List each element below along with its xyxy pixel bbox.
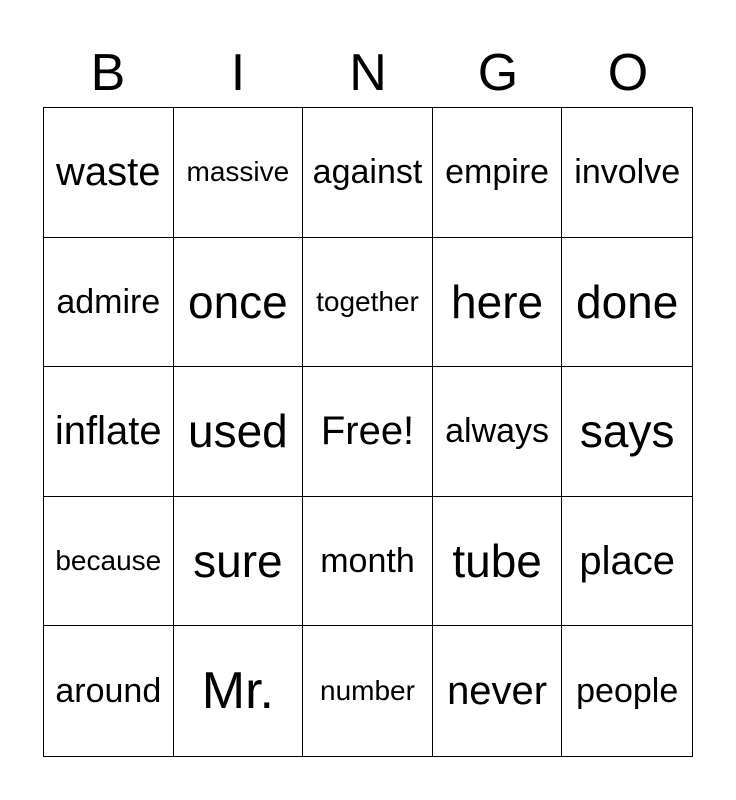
bingo-cell[interactable]: sure [174, 497, 304, 627]
bingo-header [43, 42, 693, 104]
header-letter-n: N [349, 44, 387, 102]
bingo-cell[interactable]: massive [174, 108, 304, 238]
bingo-cell[interactable]: admire [44, 238, 174, 368]
bingo-cell[interactable]: always [433, 367, 563, 497]
bingo-cell[interactable]: used [174, 367, 304, 497]
bingo-cell[interactable]: tube [433, 497, 563, 627]
header-letter-i: I [230, 44, 246, 102]
bingo-board [43, 107, 693, 757]
bingo-cell[interactable]: never [433, 626, 563, 756]
bingo-cell[interactable]: here [433, 238, 563, 368]
bingo-cell[interactable]: because [44, 497, 174, 627]
bingo-cell[interactable]: empire [433, 108, 563, 238]
bingo-cell[interactable]: number [303, 626, 433, 756]
bingo-cell[interactable]: people [576, 672, 679, 711]
bingo-cell[interactable]: against [303, 108, 433, 238]
bingo-cell[interactable]: month [303, 497, 433, 627]
bingo-cell[interactable]: done [562, 238, 692, 368]
bingo-cell[interactable]: around [44, 626, 174, 756]
bingo-cell[interactable]: inflate [44, 367, 174, 497]
free-space-cell[interactable]: Free! [303, 367, 433, 497]
bingo-cell[interactable]: involve [562, 108, 692, 238]
bingo-cell[interactable]: waste [44, 108, 174, 238]
header-letter-g: G [477, 44, 519, 102]
bingo-cell[interactable]: says [562, 367, 692, 497]
bingo-cell[interactable]: once [174, 238, 304, 368]
header-letter-o: O [607, 44, 649, 102]
bingo-cell[interactable]: place [562, 497, 692, 627]
header-letter-b: B [90, 44, 126, 102]
bingo-cell[interactable]: together [303, 238, 433, 368]
bingo-cell[interactable]: Mr. [174, 626, 304, 756]
